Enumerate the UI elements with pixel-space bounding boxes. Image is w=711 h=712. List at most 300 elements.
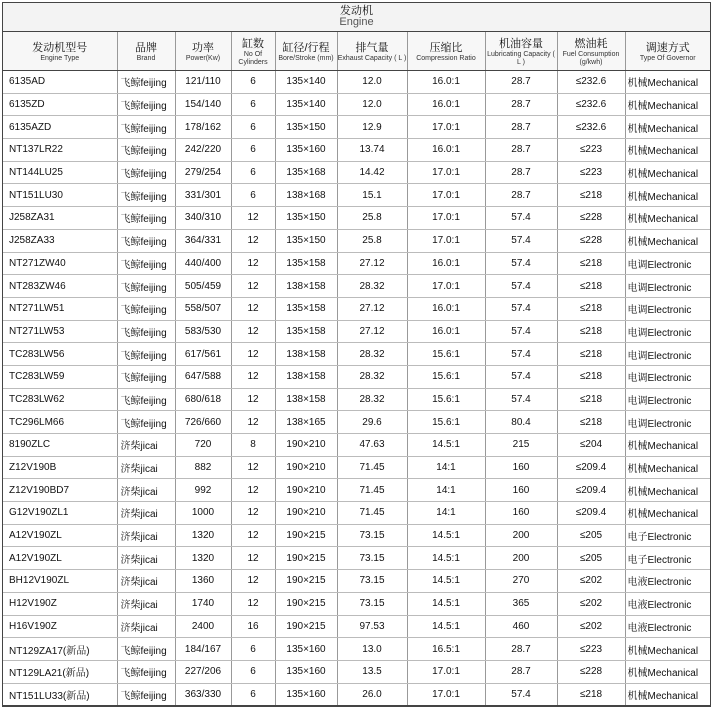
cylinders-cell: 6 [231,638,275,661]
lubricating-capacity-cell: 160 [485,502,557,525]
governor-type-cell: 机械Mechanical [625,207,710,230]
table-row [3,365,710,388]
lubricating-capacity-cell: 57.4 [485,343,557,366]
exhaust-capacity-cell: 13.5 [337,660,407,683]
lubricating-capacity-cell: 28.7 [485,184,557,207]
brand-cell: 飞鲸feijing [117,275,175,298]
compression-ratio-cell: 17.0:1 [407,275,485,298]
governor-type-cell: 电子Electronic [625,547,710,570]
fuel-consumption-cell: ≤209.4 [557,502,625,525]
table-row [3,320,710,343]
compression-ratio-cell: 14.5:1 [407,547,485,570]
brand-cell: 飞鲸feijing [117,388,175,411]
fuel-consumption-cell: ≤202 [557,615,625,638]
fuel-consumption-cell: ≤218 [557,365,625,388]
cylinders-cell: 12 [231,524,275,547]
governor-type-cell: 电调Electronic [625,411,710,434]
compression-ratio-cell: 14:1 [407,456,485,479]
engine-type-cell: NT151LU30 [3,184,117,207]
governor-type-cell: 电调Electronic [625,365,710,388]
power-cell: 279/254 [175,161,231,184]
governor-type-cell: 电调Electronic [625,343,710,366]
lubricating-capacity-cell: 28.7 [485,660,557,683]
table-row [3,184,710,207]
engine-type-cell: J258ZA33 [3,229,117,252]
governor-type-cell: 电子Electronic [625,524,710,547]
engine-type-cell: NT283ZW46 [3,275,117,298]
engine-type-cell: Z12V190B [3,456,117,479]
bore-stroke-cell: 135×140 [275,71,337,94]
cylinders-cell: 6 [231,139,275,162]
compression-ratio-cell: 17.0:1 [407,161,485,184]
column-header [117,32,175,71]
lubricating-capacity-cell: 28.7 [485,638,557,661]
governor-type-cell: 机械Mechanical [625,161,710,184]
column-header [557,32,625,71]
engine-spec-table-container [2,2,711,707]
lubricating-capacity-cell: 57.4 [485,207,557,230]
lubricating-capacity-cell: 57.4 [485,275,557,298]
table-title-cn: 发动机 [340,5,373,17]
governor-type-cell: 机械Mechanical [625,434,710,457]
table-row [3,456,710,479]
power-cell: 178/162 [175,116,231,139]
column-header-cn: 缸径/行程 [282,41,330,54]
exhaust-capacity-cell: 73.15 [337,570,407,593]
fuel-consumption-cell: ≤218 [557,411,625,434]
exhaust-capacity-cell: 13.74 [337,139,407,162]
column-header-en: Type Of Governor [639,54,696,62]
compression-ratio-cell: 14.5:1 [407,570,485,593]
cylinders-cell: 12 [231,547,275,570]
table-row [3,71,710,94]
cylinders-cell: 8 [231,434,275,457]
power-cell: 1320 [175,547,231,570]
bore-stroke-cell: 135×168 [275,161,337,184]
engine-type-cell: Z12V190BD7 [3,479,117,502]
brand-cell: 飞鲸feijing [117,365,175,388]
power-cell: 364/331 [175,229,231,252]
bore-stroke-cell: 135×160 [275,660,337,683]
table-row [3,502,710,525]
table-row [3,411,710,434]
lubricating-capacity-cell: 57.4 [485,229,557,252]
brand-cell: 飞鲸feijing [117,297,175,320]
column-header [175,32,231,71]
table-row [3,161,710,184]
brand-cell: 飞鲸feijing [117,411,175,434]
brand-cell: 济柴jicai [117,570,175,593]
engine-type-cell: NT129ZA17(新品) [3,638,117,661]
engine-type-cell: A12V190ZL [3,547,117,570]
cylinders-cell: 6 [231,71,275,94]
fuel-consumption-cell: ≤223 [557,638,625,661]
column-header-en: Power(Kw) [185,54,221,62]
lubricating-capacity-cell: 28.7 [485,161,557,184]
governor-type-cell: 机械Mechanical [625,93,710,116]
governor-type-cell: 电调Electronic [625,252,710,275]
power-cell: 558/507 [175,297,231,320]
power-cell: 340/310 [175,207,231,230]
column-header-en: Brand [136,54,156,62]
lubricating-capacity-cell: 57.4 [485,297,557,320]
fuel-consumption-cell: ≤228 [557,229,625,252]
column-header-cn: 功率 [192,41,214,54]
column-header-cn: 机油容量 [499,37,543,50]
engine-type-cell: 6135AZD [3,116,117,139]
compression-ratio-cell: 16.0:1 [407,139,485,162]
fuel-consumption-cell: ≤218 [557,252,625,275]
exhaust-capacity-cell: 28.32 [337,388,407,411]
fuel-consumption-cell: ≤202 [557,592,625,615]
fuel-consumption-cell: ≤202 [557,570,625,593]
column-header-cn: 缸数 [242,37,264,50]
cylinders-cell: 6 [231,93,275,116]
engine-type-cell: NT151LU33(新品) [3,683,117,706]
cylinders-cell: 12 [231,343,275,366]
cylinders-cell: 12 [231,320,275,343]
fuel-consumption-cell: ≤232.6 [557,93,625,116]
engine-type-cell: H12V190Z [3,592,117,615]
power-cell: 720 [175,434,231,457]
engine-type-cell: TC296LM66 [3,411,117,434]
bore-stroke-cell: 135×158 [275,252,337,275]
governor-type-cell: 机械Mechanical [625,139,710,162]
compression-ratio-cell: 17.0:1 [407,116,485,139]
cylinders-cell: 12 [231,229,275,252]
column-header [275,32,337,71]
column-header-cn: 品牌 [135,41,157,54]
lubricating-capacity-cell: 80.4 [485,411,557,434]
engine-type-cell: BH12V190ZL [3,570,117,593]
exhaust-capacity-cell: 14.42 [337,161,407,184]
governor-type-cell: 电液Electronic [625,615,710,638]
table-row [3,660,710,683]
engine-type-cell: NT271LW51 [3,297,117,320]
bore-stroke-cell: 138×165 [275,411,337,434]
cylinders-cell: 12 [231,592,275,615]
column-header-cn: 燃油耗 [574,37,608,50]
power-cell: 2400 [175,615,231,638]
bore-stroke-cell: 190×215 [275,615,337,638]
fuel-consumption-cell: ≤228 [557,660,625,683]
power-cell: 992 [175,479,231,502]
engine-type-cell: J258ZA31 [3,207,117,230]
exhaust-capacity-cell: 73.15 [337,592,407,615]
brand-cell: 济柴jicai [117,592,175,615]
column-header [485,32,557,71]
brand-cell: 飞鲸feijing [117,93,175,116]
exhaust-capacity-cell: 97.53 [337,615,407,638]
column-header-en: Fuel Consumption (g/kwh) [562,50,620,66]
column-header-cn: 压缩比 [429,41,463,54]
bore-stroke-cell: 135×160 [275,683,337,706]
lubricating-capacity-cell: 215 [485,434,557,457]
bore-stroke-cell: 135×160 [275,638,337,661]
cylinders-cell: 12 [231,297,275,320]
fuel-consumption-cell: ≤204 [557,434,625,457]
brand-cell: 飞鲸feijing [117,184,175,207]
compression-ratio-cell: 17.0:1 [407,229,485,252]
lubricating-capacity-cell: 160 [485,479,557,502]
cylinders-cell: 6 [231,660,275,683]
engine-type-cell: NT129LA21(新品) [3,660,117,683]
power-cell: 1740 [175,592,231,615]
cylinders-cell: 12 [231,252,275,275]
compression-ratio-cell: 14:1 [407,502,485,525]
compression-ratio-cell: 15.6:1 [407,365,485,388]
bore-stroke-cell: 135×150 [275,116,337,139]
exhaust-capacity-cell: 27.12 [337,252,407,275]
column-header-cn: 排气量 [355,41,389,54]
compression-ratio-cell: 14.5:1 [407,434,485,457]
governor-type-cell: 电调Electronic [625,297,710,320]
power-cell: 242/220 [175,139,231,162]
exhaust-capacity-cell: 28.32 [337,365,407,388]
fuel-consumption-cell: ≤218 [557,343,625,366]
power-cell: 583/530 [175,320,231,343]
cylinders-cell: 6 [231,161,275,184]
governor-type-cell: 机械Mechanical [625,229,710,252]
power-cell: 647/588 [175,365,231,388]
exhaust-capacity-cell: 15.1 [337,184,407,207]
exhaust-capacity-cell: 25.8 [337,229,407,252]
table-row [3,524,710,547]
brand-cell: 飞鲸feijing [117,252,175,275]
compression-ratio-cell: 17.0:1 [407,207,485,230]
fuel-consumption-cell: ≤218 [557,320,625,343]
column-header-en: Exhaust Capacity ( L ) [337,54,407,62]
bore-stroke-cell: 190×215 [275,547,337,570]
bore-stroke-cell: 190×210 [275,434,337,457]
governor-type-cell: 电调Electronic [625,275,710,298]
cylinders-cell: 6 [231,116,275,139]
column-header-en: Lubricating Capacity ( L ) [487,50,555,66]
fuel-consumption-cell: ≤218 [557,683,625,706]
brand-cell: 飞鲸feijing [117,71,175,94]
table-row [3,388,710,411]
table-row [3,479,710,502]
engine-type-cell: TC283LW62 [3,388,117,411]
bore-stroke-cell: 135×158 [275,320,337,343]
power-cell: 1000 [175,502,231,525]
table-row [3,93,710,116]
power-cell: 121/110 [175,71,231,94]
governor-type-cell: 机械Mechanical [625,116,710,139]
fuel-consumption-cell: ≤209.4 [557,479,625,502]
brand-cell: 飞鲸feijing [117,229,175,252]
exhaust-capacity-cell: 12.9 [337,116,407,139]
governor-type-cell: 机械Mechanical [625,638,710,661]
governor-type-cell: 机械Mechanical [625,184,710,207]
lubricating-capacity-cell: 200 [485,547,557,570]
table-row [3,252,710,275]
table-title-en: Engine [339,16,374,28]
cylinders-cell: 12 [231,570,275,593]
engine-type-cell: NT144LU25 [3,161,117,184]
cylinders-cell: 12 [231,365,275,388]
power-cell: 184/167 [175,638,231,661]
power-cell: 505/459 [175,275,231,298]
cylinders-cell: 16 [231,615,275,638]
compression-ratio-cell: 17.0:1 [407,184,485,207]
exhaust-capacity-cell: 29.6 [337,411,407,434]
bore-stroke-cell: 190×215 [275,592,337,615]
bore-stroke-cell: 190×210 [275,479,337,502]
cylinders-cell: 12 [231,388,275,411]
exhaust-capacity-cell: 13.0 [337,638,407,661]
lubricating-capacity-cell: 57.4 [485,365,557,388]
cylinders-cell: 12 [231,479,275,502]
table-row [3,592,710,615]
table-row [3,343,710,366]
table-row [3,615,710,638]
table-row [3,139,710,162]
exhaust-capacity-cell: 12.0 [337,93,407,116]
table-row [3,275,710,298]
brand-cell: 济柴jicai [117,524,175,547]
brand-cell: 济柴jicai [117,434,175,457]
cylinders-cell: 12 [231,456,275,479]
bore-stroke-cell: 135×158 [275,297,337,320]
lubricating-capacity-cell: 57.4 [485,388,557,411]
lubricating-capacity-cell: 28.7 [485,93,557,116]
governor-type-cell: 电液Electronic [625,570,710,593]
compression-ratio-cell: 17.0:1 [407,660,485,683]
table-row [3,570,710,593]
brand-cell: 飞鲸feijing [117,320,175,343]
brand-cell: 飞鲸feijing [117,161,175,184]
governor-type-cell: 电调Electronic [625,388,710,411]
compression-ratio-cell: 16.0:1 [407,93,485,116]
column-header-en: Compression Ratio [416,54,476,62]
lubricating-capacity-cell: 57.4 [485,252,557,275]
exhaust-capacity-cell: 71.45 [337,502,407,525]
brand-cell: 飞鲸feijing [117,139,175,162]
table-row [3,683,710,706]
bore-stroke-cell: 135×150 [275,229,337,252]
compression-ratio-cell: 17.0:1 [407,683,485,706]
engine-type-cell: NT271LW53 [3,320,117,343]
brand-cell: 济柴jicai [117,547,175,570]
fuel-consumption-cell: ≤218 [557,275,625,298]
column-header [407,32,485,71]
compression-ratio-cell: 16.0:1 [407,320,485,343]
lubricating-capacity-cell: 365 [485,592,557,615]
table-title [3,3,710,32]
power-cell: 1360 [175,570,231,593]
engine-type-cell: NT137LR22 [3,139,117,162]
brand-cell: 飞鲸feijing [117,207,175,230]
fuel-consumption-cell: ≤218 [557,297,625,320]
exhaust-capacity-cell: 27.12 [337,320,407,343]
engine-type-cell: 6135ZD [3,93,117,116]
compression-ratio-cell: 14.5:1 [407,592,485,615]
engine-type-cell: A12V190ZL [3,524,117,547]
fuel-consumption-cell: ≤205 [557,524,625,547]
brand-cell: 济柴jicai [117,502,175,525]
bore-stroke-cell: 138×158 [275,365,337,388]
bore-stroke-cell: 190×210 [275,502,337,525]
compression-ratio-cell: 15.6:1 [407,388,485,411]
lubricating-capacity-cell: 28.7 [485,116,557,139]
exhaust-capacity-cell: 73.15 [337,524,407,547]
table-row [3,116,710,139]
engine-type-cell: TC283LW59 [3,365,117,388]
fuel-consumption-cell: ≤205 [557,547,625,570]
cylinders-cell: 12 [231,502,275,525]
cylinders-cell: 6 [231,184,275,207]
table-row [3,638,710,661]
column-header [625,32,710,71]
power-cell: 331/301 [175,184,231,207]
column-header [337,32,407,71]
cylinders-cell: 12 [231,275,275,298]
power-cell: 440/400 [175,252,231,275]
table-row [3,547,710,570]
governor-type-cell: 机械Mechanical [625,479,710,502]
engine-type-cell: G12V190ZL1 [3,502,117,525]
power-cell: 227/206 [175,660,231,683]
exhaust-capacity-cell: 28.32 [337,343,407,366]
brand-cell: 济柴jicai [117,479,175,502]
lubricating-capacity-cell: 28.7 [485,71,557,94]
lubricating-capacity-cell: 57.4 [485,683,557,706]
lubricating-capacity-cell: 28.7 [485,139,557,162]
compression-ratio-cell: 16.5:1 [407,638,485,661]
header-row [3,32,710,71]
governor-type-cell: 机械Mechanical [625,456,710,479]
engine-spec-table [3,32,710,706]
cylinders-cell: 12 [231,207,275,230]
governor-type-cell: 机械Mechanical [625,502,710,525]
lubricating-capacity-cell: 160 [485,456,557,479]
bore-stroke-cell: 138×168 [275,184,337,207]
bore-stroke-cell: 138×158 [275,343,337,366]
table-row [3,297,710,320]
power-cell: 617/561 [175,343,231,366]
bore-stroke-cell: 138×158 [275,388,337,411]
exhaust-capacity-cell: 73.15 [337,547,407,570]
compression-ratio-cell: 14:1 [407,479,485,502]
column-header-cn: 调速方式 [645,41,690,54]
exhaust-capacity-cell: 47.63 [337,434,407,457]
exhaust-capacity-cell: 71.45 [337,456,407,479]
column-header-cn: 发动机型号 [32,41,88,54]
exhaust-capacity-cell: 71.45 [337,479,407,502]
exhaust-capacity-cell: 25.8 [337,207,407,230]
fuel-consumption-cell: ≤218 [557,388,625,411]
brand-cell: 飞鲸feijing [117,343,175,366]
power-cell: 363/330 [175,683,231,706]
fuel-consumption-cell: ≤218 [557,184,625,207]
bore-stroke-cell: 135×150 [275,207,337,230]
compression-ratio-cell: 16.0:1 [407,297,485,320]
bore-stroke-cell: 190×215 [275,570,337,593]
bore-stroke-cell: 135×140 [275,93,337,116]
compression-ratio-cell: 16.0:1 [407,71,485,94]
lubricating-capacity-cell: 57.4 [485,320,557,343]
column-header [3,32,117,71]
bore-stroke-cell: 138×158 [275,275,337,298]
engine-type-cell: H16V190Z [3,615,117,638]
compression-ratio-cell: 15.6:1 [407,411,485,434]
compression-ratio-cell: 15.6:1 [407,343,485,366]
power-cell: 1320 [175,524,231,547]
governor-type-cell: 电液Electronic [625,592,710,615]
bore-stroke-cell: 190×215 [275,524,337,547]
bore-stroke-cell: 135×160 [275,139,337,162]
